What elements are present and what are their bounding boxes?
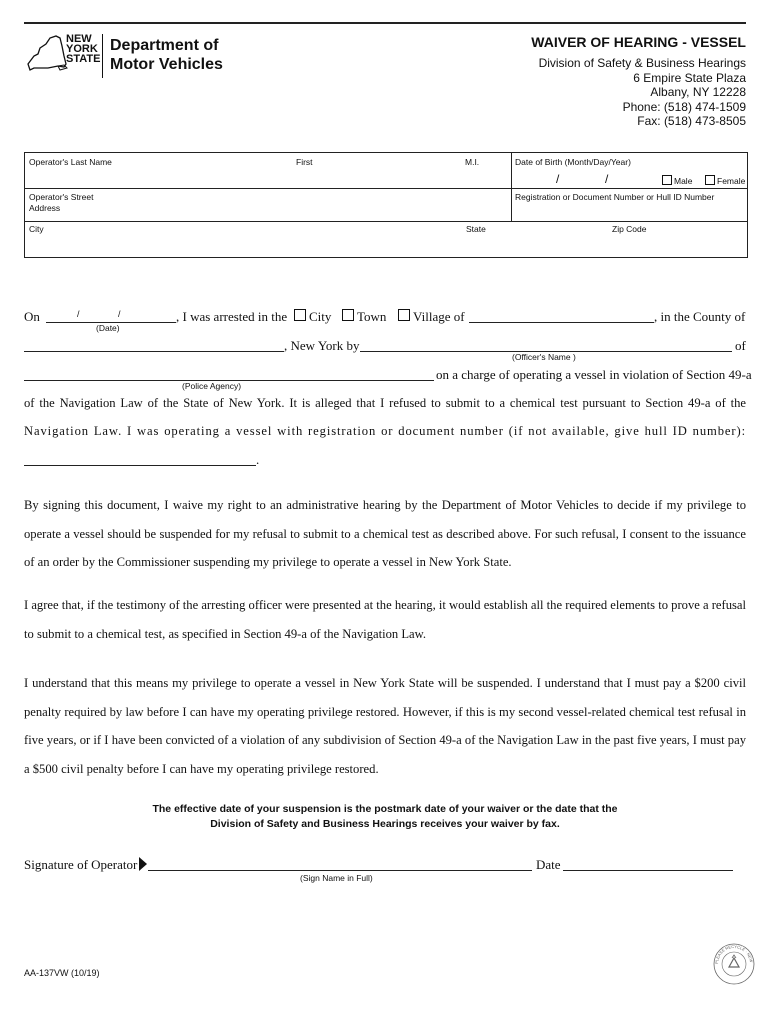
dob-separator-1: / [556, 172, 560, 186]
effective-date-notice: The effective date of your suspension is the postmark date of your waiver or the date that the Division of Safety and Business Hearings receives your waiver by fax. [152, 803, 618, 830]
form-header [531, 34, 746, 129]
vessel-registration-field[interactable] [24, 465, 256, 466]
address-street: 6 Empire State Plaza [633, 70, 746, 85]
dob-separator-2: / [605, 172, 609, 186]
department-name: Department of Motor Vehicles [110, 37, 223, 73]
street-address-field[interactable]: Operator's Street Address [29, 192, 94, 213]
signature-date-field[interactable] [563, 870, 733, 871]
county-field[interactable] [24, 351, 284, 352]
svg-text:PLEASE RECYCLE · NEW YORK STAT: PLEASE RECYCLE · NEW [713, 943, 754, 965]
male-checkbox[interactable]: Male [662, 175, 692, 186]
signature-field[interactable] [148, 870, 532, 871]
zip-code-field[interactable]: Zip Code [612, 224, 647, 234]
arrow-right-icon [138, 856, 148, 872]
date-of-birth-field[interactable]: Date of Birth (Month/Day/Year) [515, 157, 631, 167]
phone-number: Phone: (518) 474-1509 [622, 99, 746, 114]
signature-label: Signature of Operator [24, 857, 138, 872]
address-city: Albany, NY 12228 [650, 85, 746, 99]
division-name: Division of Safety & Business Hearings [538, 56, 746, 70]
new-york-state-wordmark: NEW YORK STATE [66, 33, 101, 65]
on-text: On [24, 309, 40, 324]
operator-info-table [24, 152, 748, 258]
middle-initial-field[interactable]: M.I. [465, 157, 480, 167]
waiver-paragraph: By signing this document, I waive my right to an administrative hearing by the Department of Motor Vehicles to decide if my privilege to operate a vessel should be suspended for my refusal to submit to a chemical test as described above. For such refusal, I consent to the issuance of an order by the Commissioner suspending my privilege to operate a vessel in New York State. [24, 498, 746, 569]
penalty-paragraph: I understand that this means my privilege to operate a vessel in New York State will be suspended. I understand that I must pay a $200 civil penalty required by law before I can have my operating privilege restored. However, if this is my second vessel-related chemical test refusal in five years, or if I have been convicted of a violation of any subdivision of Section 49-a of the Navigation Law in the past five years, I must pay a $500 civil penalty before I can have my operating privilege restored. [24, 676, 746, 776]
agreement-paragraph: I agree that, if the testimony of the arresting officer were presented at the hearing, it would establish all the required elements to prove a refusal to submit to a chemical test, as specified in Section 49-a of the Navigation Law. [24, 598, 746, 641]
municipality-field[interactable] [469, 322, 654, 323]
female-checkbox[interactable]: Female [705, 175, 745, 186]
city-field[interactable]: City [29, 224, 44, 234]
state-field[interactable]: State [466, 224, 486, 234]
police-agency-caption: (Police Agency) [182, 381, 242, 391]
form-title: WAIVER OF HEARING - VESSEL [531, 34, 746, 50]
ny-state-outline-icon [24, 34, 68, 74]
form-number: AA-137VW (10/19) [24, 968, 100, 978]
town-checkbox[interactable]: Town [342, 309, 386, 325]
officer-name-caption: (Officer's Name ) [512, 352, 576, 362]
recycle-seal-icon [712, 942, 756, 986]
sign-name-caption: (Sign Name in Full) [300, 873, 373, 883]
date-caption: (Date) [96, 323, 120, 333]
city-checkbox[interactable]: City [294, 309, 331, 325]
date-label: Date [536, 857, 561, 872]
top-rule [24, 22, 746, 24]
registration-number-field[interactable]: Registration or Document Number or Hull ID Number [515, 192, 715, 202]
first-name-field[interactable]: First [296, 157, 313, 167]
last-name-field[interactable]: Operator's Last Name [29, 157, 112, 167]
dmv-logo [24, 30, 234, 82]
village-checkbox[interactable]: Village of [398, 309, 465, 325]
fax-number: Fax: (518) 473-8505 [637, 114, 746, 128]
